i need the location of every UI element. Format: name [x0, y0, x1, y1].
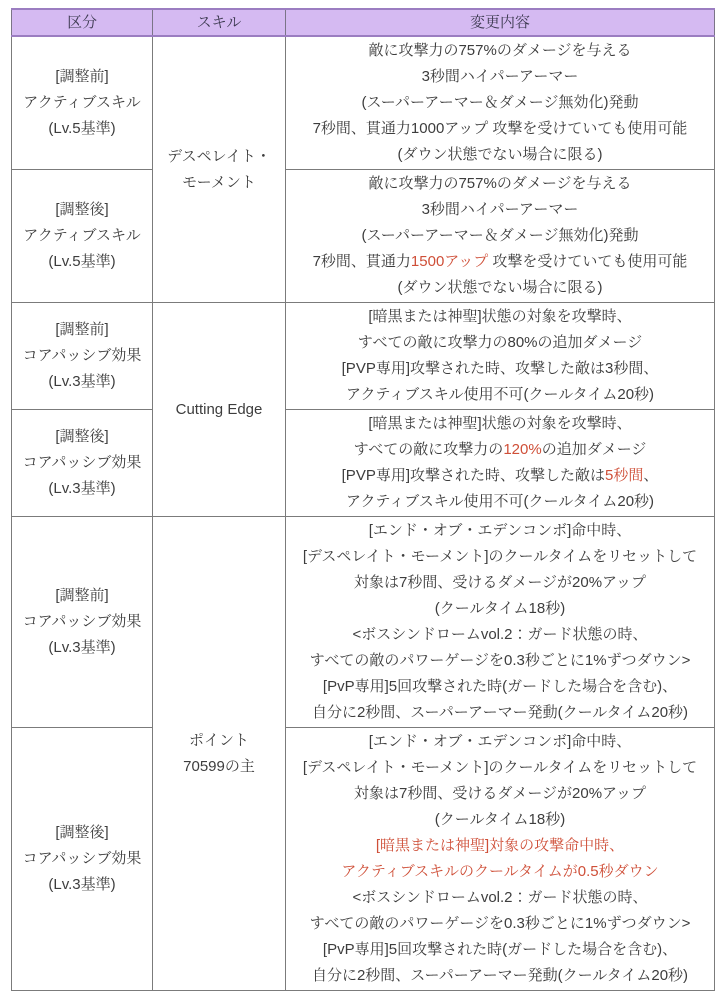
text-segment: 敵に攻撃力の757%のダメージを与える — [368, 42, 632, 59]
text-segment: [暗黒または神聖]状態の対象を攻撃時、 — [368, 308, 632, 325]
text-segment: [調整後] — [55, 428, 109, 445]
content-line — [290, 755, 710, 781]
table-row — [12, 410, 715, 517]
column-header-skill: スキル — [153, 9, 286, 36]
content-line — [290, 622, 710, 648]
text-segment: Cutting Edge — [175, 400, 263, 418]
content-line — [290, 437, 710, 463]
category-line — [16, 343, 148, 369]
text-segment: [調整後] — [55, 824, 109, 841]
content-line — [290, 674, 710, 700]
text-segment: (スーパーアーマー＆ダメージ無効化)発動 — [361, 227, 639, 244]
text-segment: [調整前] — [55, 321, 109, 338]
text-segment: [エンド・オブ・エデンコンボ]命中時、 — [368, 733, 632, 750]
text-segment: コアパッシブ効果 — [22, 613, 142, 630]
text-segment: すべての敵のパワーゲージを0.3秒ごとに1%ずつダウン> — [309, 652, 691, 669]
text-segment: コアパッシブ効果 — [22, 347, 142, 364]
text-segment: 対象は7秒間、受けるダメージが20%アップ — [353, 785, 647, 802]
category-line — [16, 90, 148, 116]
change-content-cell — [286, 728, 715, 991]
text-segment: コアパッシブ効果 — [22, 850, 142, 867]
content-line — [290, 859, 710, 885]
table-row — [12, 517, 715, 728]
category-line — [16, 846, 148, 872]
content-line — [290, 171, 710, 197]
text-segment: (ダウン状態でない場合に限る) — [397, 279, 603, 296]
category-line — [16, 116, 148, 142]
text-segment: (クールタイム18秒) — [434, 811, 566, 828]
text-segment: [調整後] — [55, 201, 109, 218]
content-line — [290, 223, 710, 249]
text-segment: アクティブスキル — [23, 227, 141, 244]
category-cell — [12, 170, 153, 303]
content-line — [290, 489, 710, 515]
content-line — [290, 356, 710, 382]
category-cell — [12, 36, 153, 170]
text-segment: [エンド・オブ・エデンコンボ]命中時、 — [368, 522, 632, 539]
text-segment: ポイント — [188, 731, 249, 749]
category-line — [16, 223, 148, 249]
content-line — [290, 596, 710, 622]
text-segment: (クールタイム18秒) — [434, 600, 566, 617]
text-segment: 70599の主 — [183, 757, 255, 775]
text-segment: (Lv.3基準) — [48, 373, 116, 390]
highlighted-text: 120% — [503, 441, 542, 458]
text-segment: モーメント — [182, 173, 256, 191]
content-line — [290, 963, 710, 989]
content-line — [290, 275, 710, 301]
category-line — [16, 872, 148, 898]
change-content-cell — [286, 303, 715, 410]
table-row — [12, 728, 715, 991]
content-line — [290, 648, 710, 674]
content-line — [290, 700, 710, 726]
column-header-category: 区分 — [12, 9, 153, 36]
text-segment: <ボスシンドロームvol.2：ガード状態の時、 — [352, 626, 648, 643]
content-line — [290, 116, 710, 142]
text-segment: [デスペレイト・モーメント]のクールタイムをリセットして — [302, 548, 698, 565]
text-segment: 3秒間ハイパーアーマー — [421, 201, 579, 218]
text-segment: の追加ダメージ — [541, 441, 647, 458]
table-body — [12, 36, 715, 991]
text-segment: <ボスシンドロームvol.2：ガード状態の時、 — [352, 889, 648, 906]
change-content-cell — [286, 170, 715, 303]
text-segment: コアパッシブ効果 — [22, 454, 142, 471]
content-line — [290, 382, 710, 408]
content-line — [290, 330, 710, 356]
text-segment: すべての敵のパワーゲージを0.3秒ごとに1%ずつダウン> — [309, 915, 691, 932]
text-segment: 対象は7秒間、受けるダメージが20%アップ — [353, 574, 647, 591]
content-line — [290, 411, 710, 437]
skill-name-cell — [153, 303, 286, 517]
highlighted-text: [暗黒または神聖]対象の攻撃命中時、 — [375, 837, 625, 854]
text-segment: 自分に2秒間、スーパーアーマー発動(クールタイム20秒) — [311, 704, 689, 721]
category-line — [16, 450, 148, 476]
column-header-changes: 変更内容 — [286, 9, 715, 36]
change-content-cell — [286, 517, 715, 728]
skill-name-line — [157, 144, 281, 170]
content-line — [290, 570, 710, 596]
text-segment: アクティブスキル使用不可(クールタイム20秒) — [345, 493, 655, 510]
text-segment: [PVP専用]攻撃された時、攻撃した敵は3秒間、 — [341, 360, 659, 377]
text-segment: デスペレイト・ — [167, 147, 271, 165]
category-cell — [12, 303, 153, 410]
content-line — [290, 463, 710, 489]
skill-name-line — [157, 170, 281, 196]
category-line — [16, 197, 148, 223]
table-row — [12, 170, 715, 303]
content-line — [290, 90, 710, 116]
highlighted-text: 5秒間 — [605, 467, 644, 484]
text-segment: [PvP専用]5回攻撃された時(ガードした場合を含む)、 — [322, 941, 678, 958]
content-line — [290, 729, 710, 755]
text-segment: [暗黒または神聖]状態の対象を攻撃時、 — [368, 415, 632, 432]
category-line — [16, 583, 148, 609]
content-line — [290, 911, 710, 937]
highlighted-text: アクティブスキルのクールタイムが0.5秒ダウン — [341, 863, 659, 880]
category-line — [16, 476, 148, 502]
text-segment: (Lv.3基準) — [48, 480, 116, 497]
text-segment: すべての敵に攻撃力の80%の追加ダメージ — [357, 334, 643, 351]
text-segment: 7秒間、貫通力 — [312, 253, 411, 270]
category-line — [16, 820, 148, 846]
text-segment: (Lv.3基準) — [48, 639, 116, 656]
text-segment: 自分に2秒間、スーパーアーマー発動(クールタイム20秒) — [311, 967, 689, 984]
text-segment: (ダウン状態でない場合に限る) — [397, 146, 603, 163]
category-line — [16, 609, 148, 635]
text-segment: すべての敵に攻撃力の — [353, 441, 504, 458]
content-line — [290, 142, 710, 168]
text-segment: 3秒間ハイパーアーマー — [421, 68, 579, 85]
category-line — [16, 64, 148, 90]
category-cell — [12, 728, 153, 991]
content-line — [290, 64, 710, 90]
table-row — [12, 36, 715, 170]
text-segment: [PvP専用]5回攻撃された時(ガードした場合を含む)、 — [322, 678, 678, 695]
content-line — [290, 807, 710, 833]
text-segment: [調整前] — [55, 68, 109, 85]
content-line — [290, 937, 710, 963]
content-line — [290, 249, 710, 275]
table-header-row — [12, 9, 715, 36]
skill-change-table — [11, 8, 715, 991]
category-line — [16, 424, 148, 450]
text-segment: 、 — [643, 467, 659, 484]
text-segment: [調整前] — [55, 587, 109, 604]
text-segment: 敵に攻撃力の757%のダメージを与える — [368, 175, 632, 192]
skill-name-line — [157, 754, 281, 780]
text-segment: 攻撃を受けていても使用可能 — [488, 253, 688, 270]
text-segment: (Lv.5基準) — [48, 253, 116, 270]
skill-name-cell — [153, 517, 286, 991]
text-segment: (Lv.5基準) — [48, 120, 116, 137]
change-content-cell — [286, 410, 715, 517]
category-line — [16, 635, 148, 661]
content-line — [290, 833, 710, 859]
content-line — [290, 304, 710, 330]
highlighted-text: 1500アップ — [410, 253, 489, 270]
content-line — [290, 518, 710, 544]
text-segment: 7秒間、貫通力1000アップ 攻撃を受けていても使用可能 — [312, 120, 688, 137]
text-segment: アクティブスキル — [23, 94, 141, 111]
content-line — [290, 544, 710, 570]
text-segment: [PVP専用]攻撃された時、攻撃した敵は — [341, 467, 605, 484]
text-segment: (スーパーアーマー＆ダメージ無効化)発動 — [361, 94, 639, 111]
table-row — [12, 303, 715, 410]
content-line — [290, 38, 710, 64]
category-cell — [12, 410, 153, 517]
content-line — [290, 781, 710, 807]
text-segment: アクティブスキル使用不可(クールタイム20秒) — [345, 386, 655, 403]
category-line — [16, 249, 148, 275]
content-line — [290, 885, 710, 911]
change-content-cell — [286, 36, 715, 170]
text-segment: [デスペレイト・モーメント]のクールタイムをリセットして — [302, 759, 698, 776]
content-line — [290, 197, 710, 223]
category-cell — [12, 517, 153, 728]
skill-name-cell — [153, 36, 286, 303]
text-segment: (Lv.3基準) — [48, 876, 116, 893]
category-line — [16, 369, 148, 395]
category-line — [16, 317, 148, 343]
skill-name-line — [157, 397, 281, 423]
skill-name-line — [157, 728, 281, 754]
